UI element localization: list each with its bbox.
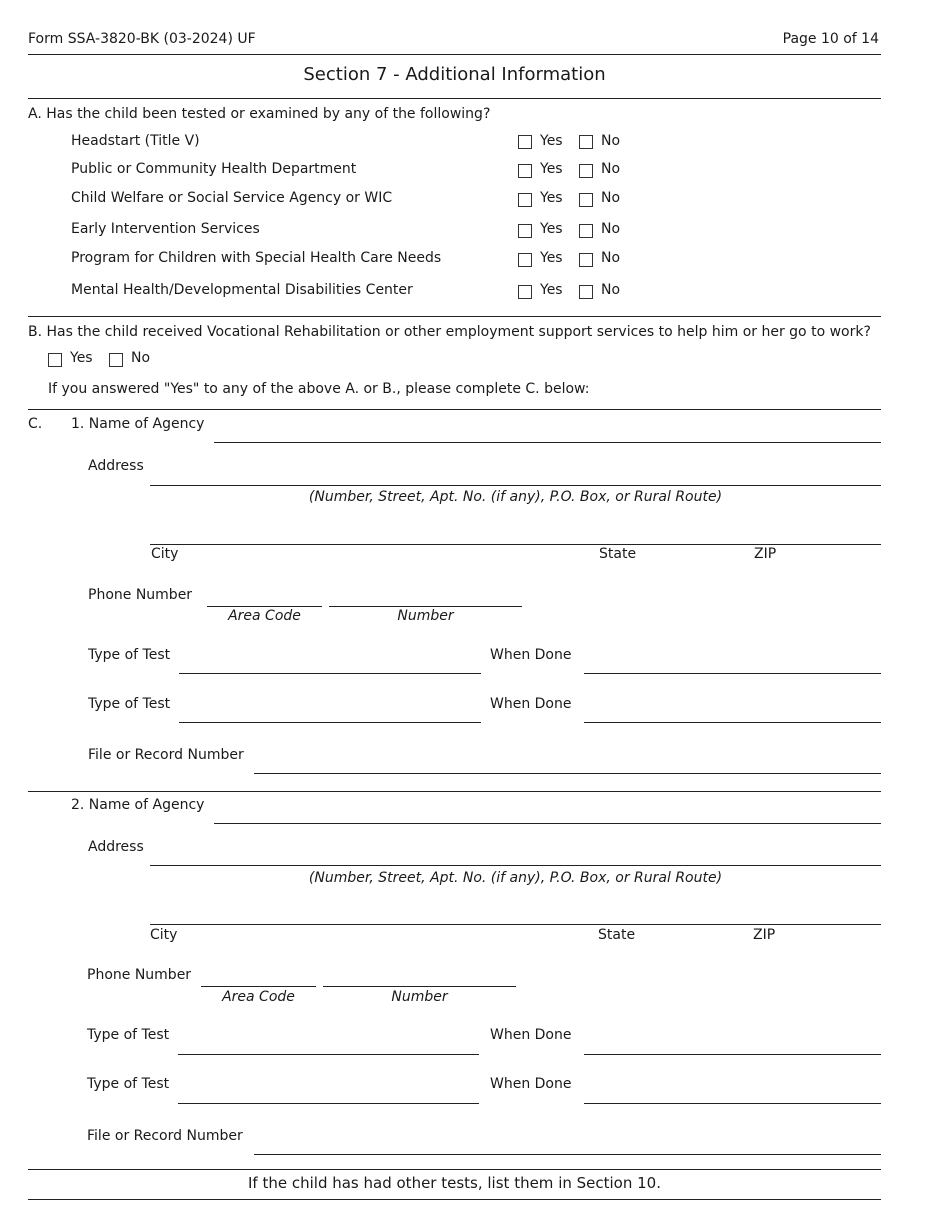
file-record-field[interactable] [254, 1154, 881, 1155]
address-label: Address [88, 839, 144, 855]
number-label: Number [391, 989, 448, 1005]
yes-checkbox[interactable] [518, 224, 532, 238]
area-code-field[interactable] [201, 986, 316, 987]
yes-label: Yes [540, 161, 563, 177]
file-record-label: File or Record Number [87, 1128, 243, 1144]
no-label: No [601, 133, 621, 149]
no-checkbox[interactable] [579, 253, 593, 267]
no-label: No [601, 190, 621, 206]
city-state-zip-field[interactable] [150, 924, 881, 925]
type-of-test-field[interactable] [178, 1103, 479, 1104]
section-divider [28, 316, 881, 317]
page-number: Page 10 of 14 [782, 31, 879, 47]
no-checkbox[interactable] [579, 193, 593, 207]
no-checkbox[interactable] [579, 135, 593, 149]
area-code-field[interactable] [207, 606, 322, 607]
address-hint: (Number, Street, Apt. No. (if any), P.O. Box, or Rural Route) [308, 489, 723, 505]
type-of-test-label: Type of Test [88, 696, 171, 712]
yes-checkbox[interactable] [518, 253, 532, 267]
zip-label: ZIP [754, 546, 777, 562]
no-checkbox[interactable] [579, 285, 593, 299]
type-of-test-field[interactable] [179, 673, 481, 674]
header-divider [28, 54, 881, 55]
section-c-letter: C. [28, 416, 43, 432]
when-done-label: When Done [490, 696, 572, 712]
yes-label: Yes [540, 250, 563, 266]
address-hint: (Number, Street, Apt. No. (if any), P.O. Box, or Rural Route) [308, 870, 723, 886]
agency-name-label: 1. Name of Agency [71, 416, 205, 432]
type-of-test-label: Type of Test [88, 647, 171, 663]
type-of-test-field[interactable] [179, 722, 481, 723]
yes-checkbox[interactable] [518, 193, 532, 207]
footer-divider-top [28, 1169, 881, 1170]
address-field[interactable] [150, 865, 881, 866]
type-of-test-label: Type of Test [87, 1027, 170, 1043]
question-a-item-label: Child Welfare or Social Service Agency or WIC [71, 190, 393, 206]
phone-number-field[interactable] [323, 986, 516, 987]
question-a-item-label: Public or Community Health Department [71, 161, 357, 177]
when-done-label: When Done [490, 1076, 572, 1092]
section-title: Section 7 - Additional Information [303, 64, 606, 85]
question-b-prompt: B. Has the child received Vocational Rehabilitation or other employment support services to help him or her go to work? [28, 324, 871, 340]
agency-name-field[interactable] [214, 823, 881, 824]
when-done-field[interactable] [584, 722, 881, 723]
file-record-label: File or Record Number [88, 747, 244, 763]
form-id: Form SSA-3820-BK (03-2024) UF [28, 31, 256, 47]
question-a-prompt: A. Has the child been tested or examined by any of the following? [28, 106, 491, 122]
no-label: No [601, 221, 621, 237]
no-label: No [601, 282, 621, 298]
city-label: City [150, 927, 178, 943]
title-divider [28, 98, 881, 99]
state-label: State [598, 927, 636, 943]
yes-label: Yes [70, 350, 93, 366]
section-divider [28, 409, 881, 410]
file-record-field[interactable] [254, 773, 881, 774]
no-label: No [601, 161, 621, 177]
no-checkbox[interactable] [579, 164, 593, 178]
yes-checkbox[interactable] [48, 353, 62, 367]
yes-checkbox[interactable] [518, 285, 532, 299]
when-done-field[interactable] [584, 1054, 881, 1055]
type-of-test-label: Type of Test [87, 1076, 170, 1092]
yes-label: Yes [540, 221, 563, 237]
phone-label: Phone Number [87, 967, 192, 983]
city-state-zip-field[interactable] [150, 544, 881, 545]
agency-name-field[interactable] [214, 442, 881, 443]
yes-checkbox[interactable] [518, 164, 532, 178]
when-done-field[interactable] [584, 1103, 881, 1104]
question-a-item-label: Early Intervention Services [71, 221, 260, 237]
no-label: No [601, 250, 621, 266]
complete-c-note: If you answered "Yes" to any of the above A. or B., please complete C. below: [48, 381, 590, 397]
number-label: Number [397, 608, 454, 624]
no-checkbox[interactable] [579, 224, 593, 238]
agency-divider [28, 791, 881, 792]
no-checkbox[interactable] [109, 353, 123, 367]
phone-number-field[interactable] [329, 606, 522, 607]
phone-label: Phone Number [88, 587, 193, 603]
no-label: No [131, 350, 151, 366]
yes-label: Yes [540, 133, 563, 149]
type-of-test-field[interactable] [178, 1054, 479, 1055]
yes-checkbox[interactable] [518, 135, 532, 149]
city-label: City [151, 546, 179, 562]
yes-label: Yes [540, 282, 563, 298]
footer-divider-bottom [28, 1199, 881, 1200]
question-a-item-label: Headstart (Title V) [71, 133, 200, 149]
question-a-item-label: Program for Children with Special Health Care Needs [71, 250, 442, 266]
when-done-label: When Done [490, 1027, 572, 1043]
yes-label: Yes [540, 190, 563, 206]
address-field[interactable] [150, 485, 881, 486]
area-code-label: Area Code [228, 608, 301, 624]
zip-label: ZIP [753, 927, 776, 943]
address-label: Address [88, 458, 144, 474]
when-done-field[interactable] [584, 673, 881, 674]
question-a-item-label: Mental Health/Developmental Disabilities Center [71, 282, 413, 298]
area-code-label: Area Code [222, 989, 295, 1005]
agency-name-label: 2. Name of Agency [71, 797, 205, 813]
when-done-label: When Done [490, 647, 572, 663]
state-label: State [599, 546, 637, 562]
footer-note: If the child has had other tests, list them in Section 10. [248, 1174, 661, 1192]
